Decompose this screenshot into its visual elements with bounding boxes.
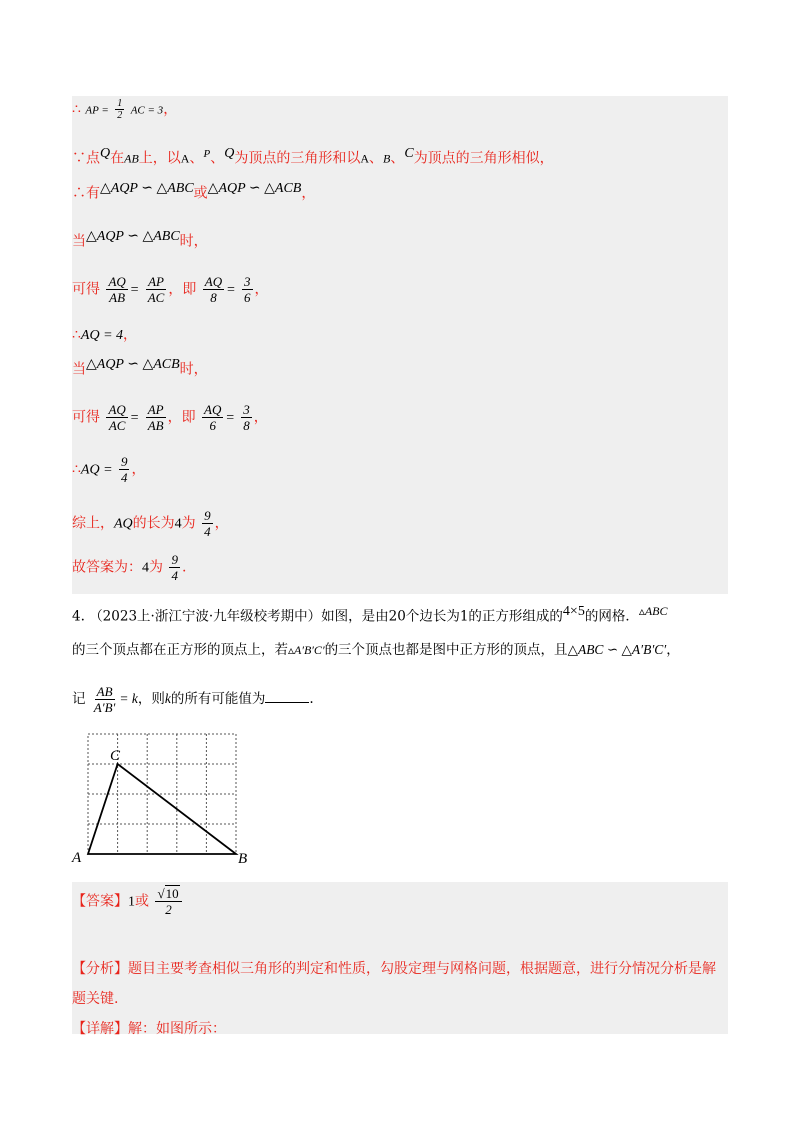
math-expr: AP = — [85, 104, 109, 117]
problem-line-3: 记 $\frac{AB}{A'B'}$ = k，则k的所有可能值为 . — [72, 684, 314, 715]
fraction: $\frac{√10}{2}$ — [155, 886, 181, 917]
solution-line-6: ∴AQ = 4， — [72, 327, 138, 343]
triangle-grid-figure — [68, 726, 268, 868]
answer-line: 【答案】1或 $\frac{√10}{2}$ — [72, 886, 184, 917]
analysis-tag: 【分析】 — [72, 961, 128, 977]
problem-source: （2023上·浙江宁波·九年级校考期中） — [89, 608, 322, 625]
fraction: $\frac{9}{4}$ — [171, 552, 178, 583]
solution-line-8: 可得 $\frac{AQ}{AC}$ = $\frac{AP}{AB}$ ，即 $\frac{AQ}{6}$ = $\frac{3}{8}$ ， — [72, 402, 268, 433]
solution-line-10: 综上，AQ的长为4为 $\frac{9}{4}$ ， — [72, 508, 229, 539]
solution-line-1: ∴ AP = $\frac{1}{2}$ AC = 3， — [72, 98, 178, 121]
fraction: $\frac{3}{8}$ — [243, 402, 250, 433]
triangle-abc — [88, 764, 236, 854]
fraction: $\frac{AQ}{6}$ — [204, 402, 222, 433]
fraction: $\frac{3}{6}$ — [244, 274, 251, 305]
fraction: $\frac{9}{4}$ — [204, 508, 211, 539]
vertex-label-b: B — [238, 851, 248, 867]
fraction: $\frac{AQ}{8}$ — [204, 274, 223, 305]
fraction: $\frac{AQ}{AB}$ — [108, 274, 126, 305]
problem-line-2: 的三个顶点都在正方形的顶点上，若▵A′B′C′的三个顶点也都是图中正方形的顶点，且△ABC ∽ △A′B′C′， — [72, 642, 680, 658]
problem-number: 4. — [72, 608, 85, 625]
detail-tag: 【详解】 — [72, 1021, 128, 1037]
fraction: $\frac{AQ}{AC}$ — [108, 402, 126, 433]
math-expr: AC = 3 — [130, 104, 164, 117]
problem-line-1: 4. （2023上·浙江宁波·九年级校考期中）如图，是由20个边长为1的正方形组成的4×5的网格．▵ABC — [72, 604, 668, 625]
solution-line-2: ∵点Q在AB上，以A、$^P$、Q为顶点的三角形和以A、B、C为顶点的三角形相似， — [72, 146, 554, 167]
fraction: $\frac{1}{2}$ — [117, 98, 123, 121]
therefore-symbol: ∴ — [72, 101, 81, 118]
answer-tag: 【答案】 — [72, 893, 128, 910]
solution-line-11: 故答案为：4为 $\frac{9}{4}$ . — [72, 552, 187, 583]
fraction: $\frac{AB}{A'B'}$ — [93, 684, 116, 715]
answer-blank[interactable] — [265, 690, 309, 703]
fraction: $\frac{AP}{AC}$ — [147, 274, 165, 305]
solution-line-4: 当△AQP ∽ △ABC时， — [72, 229, 208, 250]
solution-line-5: 可得 $\frac{AQ}{AB}$ = $\frac{AP}{AC}$ ，即 $\frac{AQ}{8}$ = $\frac{3}{6}$ ， — [72, 274, 269, 305]
solution-line-9: ∴AQ = $\frac{9}{4}$ ， — [72, 454, 146, 485]
detail-line: 【详解】解：如图所示： — [72, 1021, 226, 1037]
vertex-label-a: A — [72, 850, 82, 866]
similarity-expr: △AQP ∽ △ACB — [86, 357, 180, 372]
analysis-line-2: 题关键. — [72, 991, 119, 1007]
fraction: $\frac{AP}{AB}$ — [147, 402, 164, 433]
vertex-label-c: C — [110, 748, 121, 764]
analysis-line-1: 【分析】题目主要考查相似三角形的判定和性质，勾股定理与网格问题，根据题意，进行分情况分析是解 — [72, 961, 716, 977]
similarity-expr: △AQP ∽ △ABC — [86, 229, 180, 244]
similarity-expr: △AQP ∽ △ABC — [100, 181, 194, 196]
similarity-expr: △AQP ∽ △ACB — [207, 181, 302, 196]
fraction: $\frac{9}{4}$ — [120, 454, 128, 485]
solution-line-3: ∴有△AQP ∽ △ABC或△AQP ∽ △ACB， — [72, 181, 316, 202]
solution-line-7: 当△AQP ∽ △ACB时， — [72, 357, 208, 378]
